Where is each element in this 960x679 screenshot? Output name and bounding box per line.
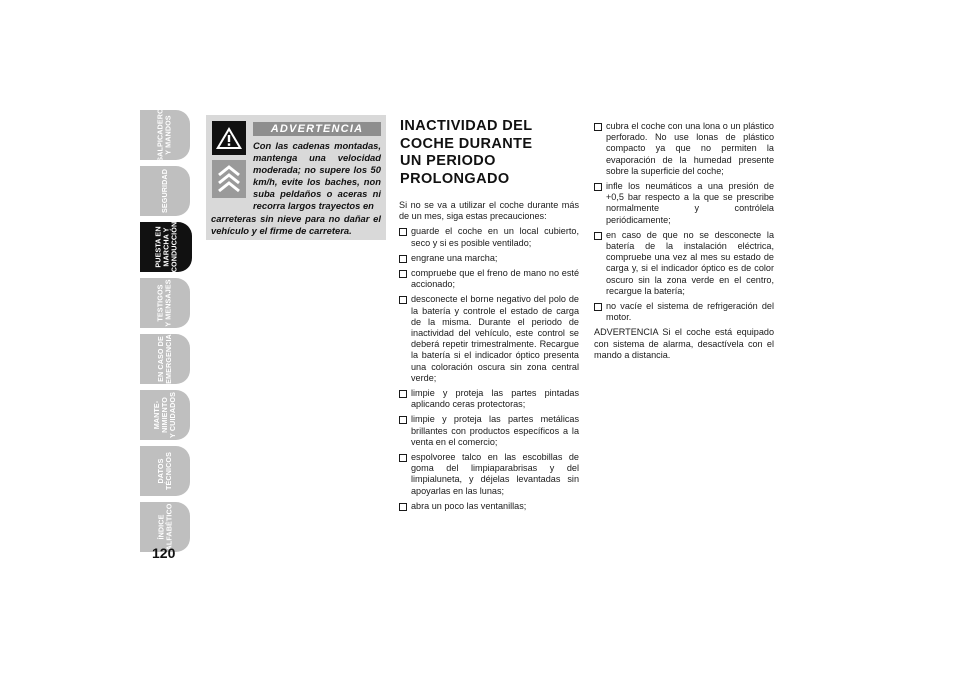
list-item-text: limpie y proteja las partes metálicas brillantes con productos específicos a la venta en el comercio; bbox=[411, 414, 579, 447]
tab-label: PUESTA EN MARCHA Y CONDUCCIÓN bbox=[152, 221, 178, 273]
warning-text bbox=[211, 140, 381, 237]
list-item-text: espolvoree talco en las escobillas de goma del limpiaparabrisas y del limpialuneta, y déjelas levantadas sin apoyarlas en las lunas; bbox=[411, 452, 579, 496]
list-item bbox=[399, 388, 579, 410]
list-item bbox=[594, 301, 774, 323]
section-heading bbox=[400, 118, 570, 188]
list-item bbox=[594, 230, 774, 297]
heading-line: UN PERIODO bbox=[400, 153, 496, 169]
list-item-text: infle los neumáticos a una presión de +0,5 bar respecto a la que se prescribe normalmente y contrólela periódicamente; bbox=[606, 181, 774, 225]
list-item bbox=[399, 414, 579, 448]
checkbox-bullet-icon bbox=[594, 303, 602, 311]
list-item bbox=[399, 452, 579, 497]
list-item bbox=[399, 501, 579, 512]
checkbox-bullet-icon bbox=[399, 228, 407, 236]
tab-label: MANTE- NIMIENTO Y CUIDADOS bbox=[152, 392, 177, 438]
checkbox-bullet-icon bbox=[399, 255, 407, 263]
page-number: 120 bbox=[152, 545, 176, 561]
list-item bbox=[399, 294, 579, 384]
list-item-text: no vacíe el sistema de refrigeración del motor. bbox=[606, 301, 774, 323]
text-column-2 bbox=[594, 121, 774, 365]
list-item-text: guarde el coche en un local cubierto, seco y si es posible ventilado; bbox=[411, 226, 579, 248]
tab-label: DATOS TÉCNICOS bbox=[155, 452, 173, 490]
tab-label: TESTIGOS Y MENSAJES bbox=[155, 279, 173, 327]
checkbox-bullet-icon bbox=[594, 183, 602, 191]
tab-label: ÍNDICE ALFABÉTICO bbox=[155, 503, 173, 551]
warning-text-part1: Con las cadenas montadas, mantenga una velocidad moderada; no supere los 50 km/h, evite los baches, non suba peldaños o aceras ni recorra largos trayectos en bbox=[253, 140, 381, 212]
list-item bbox=[399, 253, 579, 264]
tab-label: EN CASO DE EMERGENCIA bbox=[155, 334, 173, 384]
list-item bbox=[594, 121, 774, 177]
tab-label: SEGURIDAD bbox=[160, 168, 169, 214]
list-item bbox=[594, 181, 774, 226]
tab-datos-tecnicos[interactable] bbox=[140, 446, 190, 496]
list-item-text: compruebe que el freno de mano no esté accionado; bbox=[411, 268, 579, 290]
tab-emergencia[interactable] bbox=[140, 334, 190, 384]
checkbox-bullet-icon bbox=[399, 296, 407, 304]
checkbox-bullet-icon bbox=[399, 416, 407, 424]
checkbox-bullet-icon bbox=[399, 454, 407, 462]
list-item-text: engrane una marcha; bbox=[411, 252, 498, 263]
heading-line: INACTIVIDAD DEL bbox=[400, 118, 533, 134]
checkbox-bullet-icon bbox=[594, 232, 602, 240]
tab-salpicadero[interactable] bbox=[140, 110, 190, 160]
list-item-text: en caso de que no se desconecte la batería de la instalación eléctrica, compruebe una vez al mes su estado de carga y, si el indicador óptico es de color oscuro sin la zona verde en el centro, recargue la batería; bbox=[606, 229, 774, 296]
list-item bbox=[399, 268, 579, 290]
checkbox-bullet-icon bbox=[399, 503, 407, 511]
intro-paragraph: Si no se va a utilizar el coche durante más de un mes, siga estas precauciones: bbox=[399, 200, 579, 222]
text-column-1 bbox=[399, 200, 579, 516]
warning-title: ADVERTENCIA bbox=[253, 122, 381, 136]
heading-line: PROLONGADO bbox=[400, 170, 510, 187]
tab-testigos[interactable] bbox=[140, 278, 190, 328]
heading-line: COCHE DURANTE bbox=[400, 135, 533, 152]
list-item-text: abra un poco las ventanillas; bbox=[411, 500, 527, 511]
list-item-text: desconecte el borne negativo del polo de la batería y controle el estado de carga de la misma. Durante el periodo de inactividad del vehículo, este control se deberá repetir trimestralmente. Recargue la batería si el indicador óptico presenta una coloración oscura sin zona central verde; bbox=[411, 294, 579, 383]
tab-puesta-en-marcha[interactable] bbox=[140, 222, 192, 272]
checkbox-bullet-icon bbox=[594, 123, 602, 131]
tab-mantenimiento[interactable] bbox=[140, 390, 190, 440]
tab-seguridad[interactable] bbox=[140, 166, 190, 216]
list-item-text: cubra el coche con una lona o un plástico perforado. No use lonas de plástico compacto ya que no permiten la evaporación de la humedad presente sobre la superficie del coche; bbox=[606, 121, 774, 176]
tab-label: SALPICADERO Y MANDOS bbox=[156, 108, 174, 162]
checkbox-bullet-icon bbox=[399, 390, 407, 398]
list-item-text: limpie y proteja las partes pintadas aplicando ceras protectoras; bbox=[411, 388, 579, 410]
list-item bbox=[399, 226, 579, 248]
checkbox-bullet-icon bbox=[399, 270, 407, 278]
closing-paragraph: ADVERTENCIA Si el coche está equipado con sistema de alarma, desactívela con el mando a distancia. bbox=[594, 327, 774, 360]
warning-text-part2: carreteras sin nieve para no dañar el vehículo y el firme de carretera. bbox=[211, 212, 381, 236]
